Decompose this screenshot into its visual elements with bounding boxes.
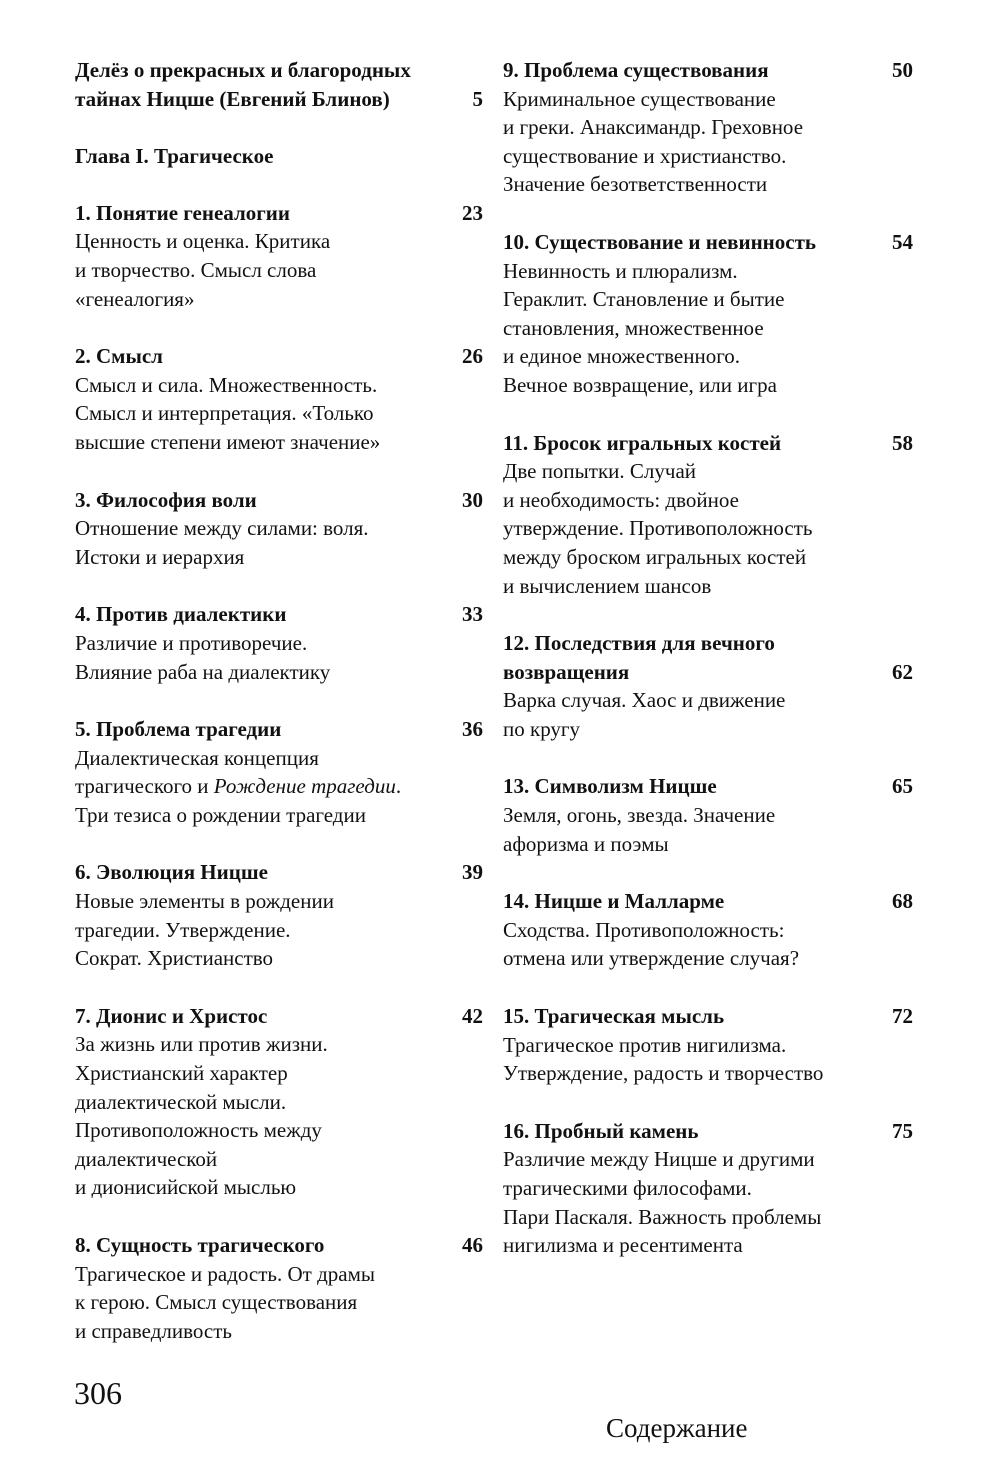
- toc-entry-description: Сходства. Противоположность: отмена или утверждение случая?: [503, 917, 800, 971]
- toc-entry: [75, 342, 483, 456]
- toc-entry: [503, 1117, 913, 1260]
- toc-entry-page: 5: [472, 86, 483, 111]
- toc-entry-title: 4. Против диалектики: [75, 602, 287, 627]
- toc-description-text: . Три тезиса о рождении трагедии: [75, 774, 402, 827]
- toc-entry-description: За жизнь или против жизни. Христианский характер диалектической мысли. Противоположность между диалектической и дионисийской мыслью: [75, 1032, 328, 1200]
- toc-entry-description: Различие и противоречие. Влияние раба на диалектику: [75, 630, 331, 684]
- toc-entry: [503, 629, 913, 743]
- toc-entry-description: Невинность и плюрализм. Гераклит. Становление и бытие становления, множественное и единое множественного. Вечное возвращение, или игра: [503, 258, 785, 397]
- toc-entry-description: Две попытки. Случай и необходимость: двойное утверждение. Противоположность между броском игральных костей и вычислением шансов: [503, 459, 813, 598]
- toc-entry: [503, 429, 913, 601]
- toc-entry-description: Трагическое и радость. От драмы к герою. Смысл существования и справедливость: [75, 1261, 375, 1343]
- toc-entry-page: 65: [892, 774, 913, 799]
- toc-entry-page: 58: [892, 430, 913, 455]
- toc-entry-page: 39: [462, 860, 483, 885]
- toc-entry: [503, 56, 913, 199]
- toc-entry-description: [75, 744, 483, 830]
- toc-entry-title: 12. Последствия для вечного возвращения: [503, 631, 775, 684]
- toc-entry-title: 16. Пробный камень: [503, 1118, 699, 1143]
- toc-entry-page: 62: [892, 659, 913, 684]
- toc-entry-description: Криминальное существование и греки. Анаксимандр. Греховное существование и христианство. Значение безответственности: [503, 86, 804, 197]
- toc-entry-page: 33: [462, 602, 483, 627]
- toc-entry-description: Трагическое против нигилизма. Утверждение, радость и творчество: [503, 1032, 824, 1086]
- chapter-heading: Глава I. Трагическое: [75, 144, 274, 169]
- toc-entry-page: 75: [892, 1118, 913, 1143]
- toc-entry: [75, 715, 483, 829]
- toc-entry-page: 26: [462, 344, 483, 369]
- toc-entry-title: 13. Символизм Ницше: [503, 774, 717, 799]
- toc-description-text: Диалектическая концепция трагического и: [75, 745, 319, 799]
- toc-entry-preface: [75, 56, 483, 113]
- toc-entry-page: 72: [892, 1004, 913, 1029]
- toc-entry-title: 2. Смысл: [75, 344, 163, 369]
- toc-entry-title: 10. Существование и невинность: [503, 229, 817, 254]
- toc-entry-title: 11. Бросок игральных костей: [503, 430, 782, 455]
- toc-entry-description: Земля, огонь, звезда. Значение афоризма и поэмы: [503, 803, 776, 856]
- toc-entry-title: Делёз о прекрасных и благородных тайнах Ницше (Евгений Блинов): [75, 58, 411, 111]
- toc-entry-description: Отношение между силами: воля. Истоки и иерархия: [75, 516, 369, 569]
- toc-entry-page: 54: [892, 229, 913, 254]
- toc-entry-page: 68: [892, 889, 913, 914]
- toc-entry-title: 9. Проблема существования: [503, 58, 769, 82]
- toc-entry-page: 42: [462, 1003, 483, 1028]
- toc-entry-description: Новые элементы в рождении трагедии. Утверждение. Сократ. Христианство: [75, 889, 334, 971]
- chapter-heading-block: [75, 142, 483, 171]
- page-number: 306: [74, 1375, 122, 1411]
- toc-entry-title: 5. Проблема трагедии: [75, 717, 282, 742]
- toc-entry: [503, 228, 913, 400]
- toc-entry-page: 46: [462, 1233, 483, 1257]
- toc-entry: [75, 858, 483, 972]
- toc-entry-page: 50: [892, 58, 913, 82]
- toc-entry-page: 30: [462, 487, 483, 512]
- toc-entry-title: 14. Ницше и Малларме: [503, 889, 725, 914]
- toc-entry: [503, 887, 913, 973]
- toc-entry: [75, 600, 483, 686]
- toc-entry-title: 8. Сущность трагического: [75, 1233, 325, 1257]
- toc-entry: [75, 1231, 483, 1345]
- toc-entry-page: 36: [462, 717, 483, 742]
- toc-entry-page: 23: [462, 200, 483, 225]
- toc-column-right: [503, 56, 913, 1289]
- toc-entry: [503, 772, 913, 858]
- toc-column-left: [75, 56, 483, 1374]
- toc-entry-description: Смысл и сила. Множественность. Смысл и интерпретация. «Только высшие степени имеют значение»: [75, 372, 381, 454]
- toc-entry-description: Ценность и оценка. Критика и творчество. Смысл слова «генеалогия»: [75, 229, 331, 311]
- toc-entry: [75, 1002, 483, 1202]
- running-footer: Содержание: [606, 1413, 748, 1443]
- toc-entry-title: 7. Дионис и Христос: [75, 1003, 268, 1028]
- toc-entry: [75, 199, 483, 313]
- toc-entry: [75, 486, 483, 572]
- book-title-italic: Рождение трагедии: [213, 774, 396, 799]
- toc-entry-title: 15. Трагическая мысль: [503, 1004, 725, 1029]
- toc-entry-title: 3. Философия воли: [75, 487, 257, 512]
- toc-entry-description: Различие между Ницше и другими трагическими философами. Пари Паскаля. Важность проблемы нигилизма и ресентимента: [503, 1147, 822, 1258]
- toc-entry-description: Варка случая. Хаос и движение по кругу: [503, 688, 786, 741]
- toc-entry-title: 1. Понятие генеалогии: [75, 200, 290, 225]
- toc-entry-title: 6. Эволюция Ницше: [75, 860, 268, 885]
- toc-entry: [503, 1002, 913, 1088]
